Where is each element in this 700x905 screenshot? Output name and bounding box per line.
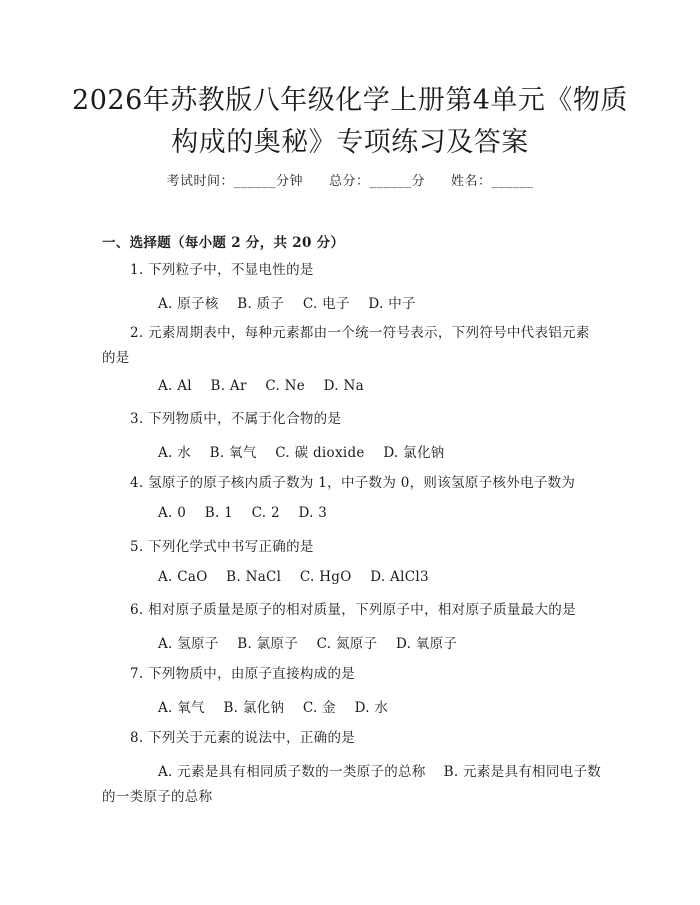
option-d: D. 水 bbox=[354, 700, 389, 716]
option-c: C. 电子 bbox=[302, 296, 350, 312]
document-title: 2026年苏教版八年级化学上册第4单元《物质构成的奥秘》专项练习及答案 bbox=[72, 85, 628, 158]
option-c: C. 氮原子 bbox=[316, 636, 378, 652]
option-b: B. NaCl bbox=[226, 569, 282, 585]
option-c: C. HgO bbox=[299, 569, 352, 585]
total-score-label: 总分：______分 bbox=[328, 174, 425, 189]
question-8-options bbox=[102, 760, 602, 810]
option-d: D. AlCl3 bbox=[370, 569, 429, 585]
exam-meta bbox=[0, 170, 700, 189]
option-a: A. Al bbox=[158, 378, 192, 394]
option-c: C. 碳 dioxide bbox=[275, 445, 365, 461]
option-b: B. 氯原子 bbox=[237, 636, 299, 652]
option-d: D. 3 bbox=[298, 505, 328, 521]
question-4-options bbox=[158, 505, 341, 521]
question-5-options bbox=[158, 569, 443, 585]
option-b: B. 1 bbox=[204, 505, 234, 521]
option-b: B. Ar bbox=[210, 378, 247, 394]
option-a: A. 氧气 bbox=[158, 700, 205, 716]
option-c: C. 金 bbox=[302, 700, 336, 716]
question-1-options bbox=[158, 292, 430, 312]
question-3: 3. 下列物质中，不属于化合物的是 bbox=[130, 411, 342, 427]
option-b: B. 氯化钠 bbox=[223, 700, 285, 716]
question-4: 4. 氢原子的原子核内质子数为 1，中子数为 0，则该氢原子核外电子数为 bbox=[130, 475, 576, 491]
question-7-options bbox=[158, 696, 402, 716]
question-7: 7. 下列物质中，由原子直接构成的是 bbox=[130, 666, 356, 682]
option-d: D. 氧原子 bbox=[395, 636, 458, 652]
question-3-options bbox=[158, 441, 459, 461]
option-b: B. 质子 bbox=[237, 296, 285, 312]
question-2-options bbox=[158, 378, 378, 394]
option-d: D. 中子 bbox=[368, 296, 416, 312]
question-6: 6. 相对原子质量是原子的相对质量，下列原子中，相对原子质量最大的是 bbox=[130, 602, 576, 618]
question-5: 5. 下列化学式中书写正确的是 bbox=[130, 539, 314, 555]
option-a: A. 元素是具有相同质子数的一类原子的总称 bbox=[158, 764, 426, 780]
option-c: C. 2 bbox=[251, 505, 280, 521]
option-a: A. 氢原子 bbox=[158, 636, 219, 652]
option-c: C. Ne bbox=[265, 378, 306, 394]
option-a: A. 原子核 bbox=[158, 296, 219, 312]
question-8: 8. 下列关于元素的说法中，正确的是 bbox=[130, 730, 356, 746]
question-1: 1. 下列粒子中，不显电性的是 bbox=[130, 262, 314, 278]
option-d: D. Na bbox=[323, 378, 364, 394]
option-b: B. 氧气 bbox=[209, 445, 257, 461]
option-b: B. 元素是具有相同电子数的一类原子的总称 bbox=[102, 764, 602, 805]
section-title-choice: 一、选择题（每小题 2 分，共 20 分） bbox=[102, 235, 345, 251]
option-a: A. 水 bbox=[158, 445, 192, 461]
student-name-label: 姓名：______ bbox=[451, 174, 534, 189]
option-d: D. 氯化钠 bbox=[383, 445, 445, 461]
question-2: 2. 元素周期表中，每种元素都由一个统一符号表示，下列符号中代表铝元素的是 bbox=[102, 325, 590, 366]
option-a: A. CaO bbox=[158, 569, 208, 585]
option-a: A. 0 bbox=[158, 505, 187, 521]
question-6-options bbox=[158, 632, 471, 652]
exam-time-label: 考试时间：______分钟 bbox=[166, 174, 303, 189]
